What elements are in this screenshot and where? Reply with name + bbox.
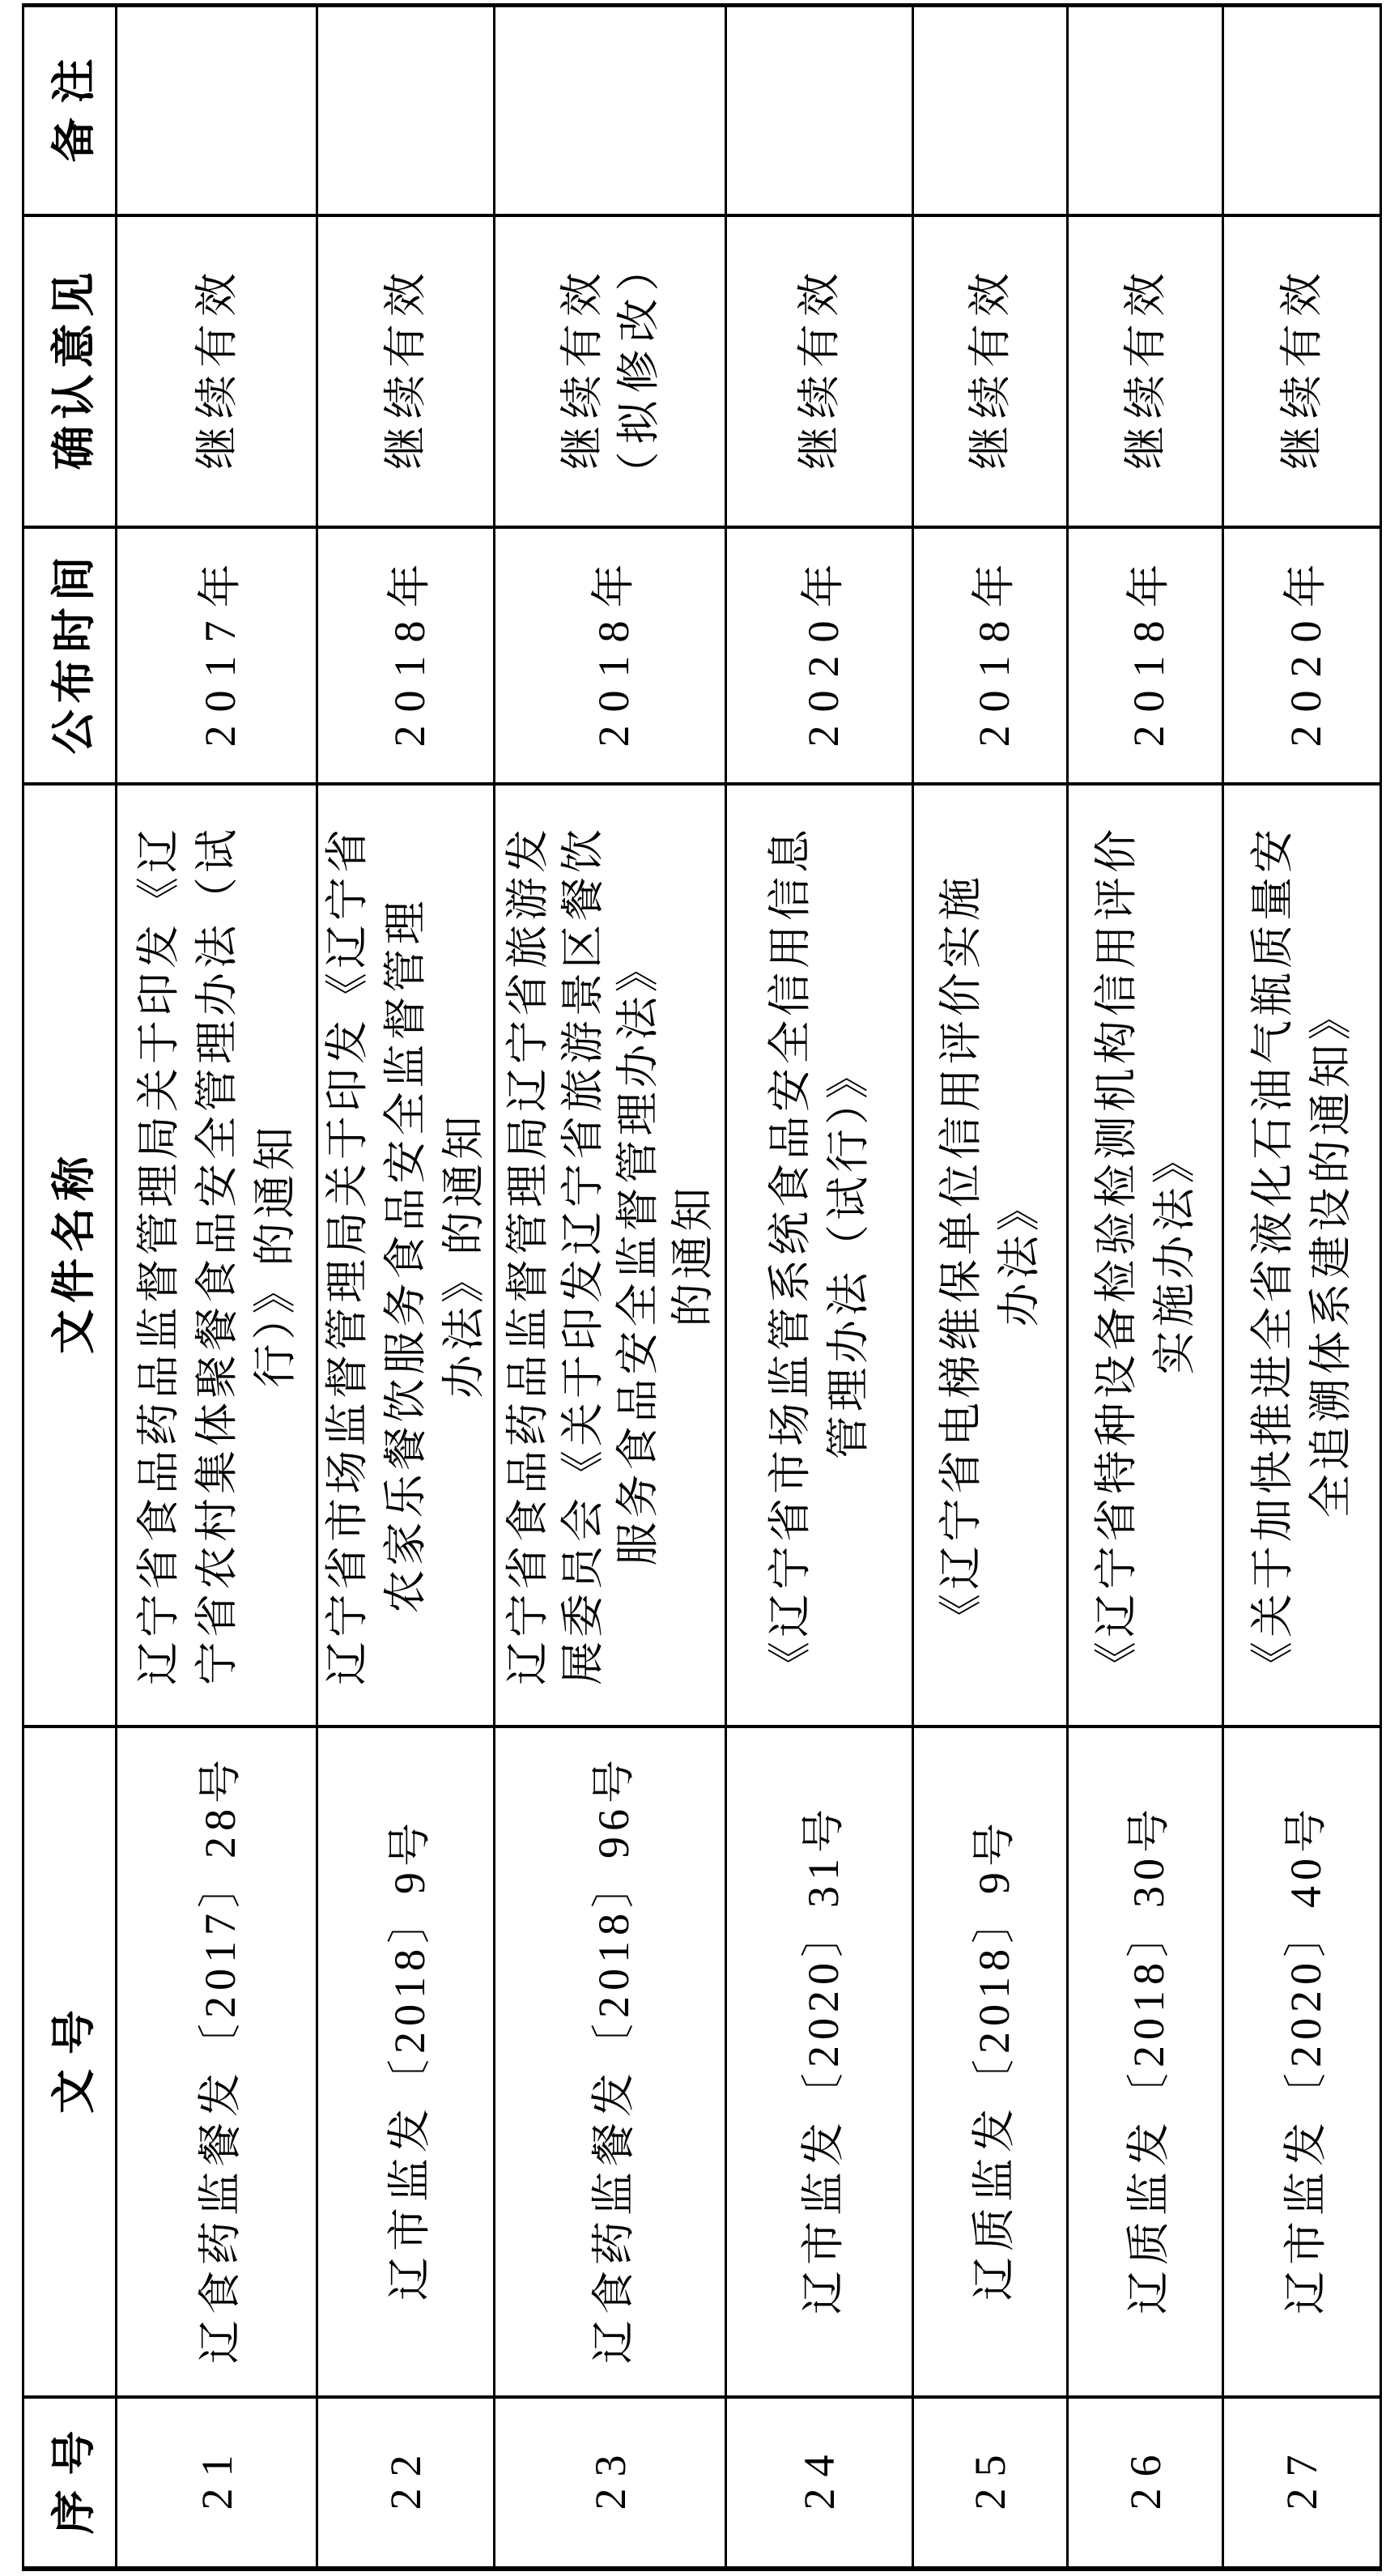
publish-time: 2017年 <box>196 551 244 747</box>
header-publish-time <box>24 529 115 782</box>
cell-26-index <box>1069 2399 1222 2566</box>
file-name-line: 展委员会《关于印发辽宁省旅游景区餐饮 <box>558 825 607 1685</box>
cell-26-remark <box>1069 7 1222 214</box>
cell-24-publish-time <box>727 529 912 782</box>
doc-number: 辽食药监餐发〔2018〕96号 <box>589 1754 638 2364</box>
cell-23-remark <box>495 7 725 214</box>
publish-time: 2018年 <box>385 551 434 747</box>
cell-25-doc-no <box>914 1728 1066 2395</box>
cell-21-doc-no <box>117 1728 316 2395</box>
header-file-name <box>24 786 115 1725</box>
file-name-line: 《关于加快推进全省液化石油气瓶质量安 <box>1248 825 1297 1685</box>
publish-time: 2020年 <box>798 551 848 747</box>
file-name-line: 办法》的通知 <box>440 1112 488 1399</box>
file-name-line: 的通知 <box>668 1183 717 1327</box>
doc-number: 辽食药监餐发〔2017〕28号 <box>196 1754 244 2364</box>
doc-number: 辽市监发〔2020〕31号 <box>798 1803 848 2314</box>
cell-21-index <box>117 2399 316 2566</box>
file-name-line: 办法》 <box>995 1183 1044 1327</box>
file-name-line: 《辽宁省市场监管系统食品安全信用信息 <box>766 825 814 1685</box>
cell-24-index <box>727 2399 912 2566</box>
cell-25-publish-time <box>914 529 1066 782</box>
cell-22-publish-time <box>318 529 493 782</box>
cell-26-publish-time <box>1069 529 1222 782</box>
header-confirm-opinion <box>24 217 115 526</box>
confirm-opinion-note: （拟修改） <box>614 240 663 496</box>
header-remark <box>24 7 115 214</box>
cell-23-file-name <box>495 786 725 1725</box>
file-name-line: 管理办法（试行）》 <box>824 1051 873 1459</box>
cell-21-publish-time <box>117 529 316 782</box>
row-index: 23 <box>585 2443 635 2510</box>
publish-time: 2018年 <box>1125 551 1173 747</box>
publish-time: 2020年 <box>1281 551 1330 747</box>
doc-number: 辽市监发〔2018〕9号 <box>385 1817 434 2301</box>
cell-25-file-name <box>914 786 1066 1725</box>
cell-26-confirm <box>1069 217 1222 526</box>
header-doc-no <box>24 1728 115 2395</box>
file-name-line: 农家乐餐饮服务食品安全监督管理 <box>381 896 430 1614</box>
file-name-line: 宁省农村集体聚餐食品安全管理办法（试 <box>192 825 241 1685</box>
row-index: 24 <box>795 2443 844 2510</box>
publish-time: 2018年 <box>589 551 638 747</box>
cell-22-file-name <box>318 786 493 1725</box>
cell-23-publish-time <box>495 529 725 782</box>
cell-22-doc-no <box>318 1728 493 2395</box>
confirm-opinion: 继续有效 <box>192 266 241 470</box>
cell-23-confirm <box>495 217 725 526</box>
doc-number: 辽质监发〔2018〕9号 <box>969 1817 1018 2301</box>
cell-23-index <box>495 2399 725 2566</box>
cell-27-index <box>1224 2399 1380 2566</box>
row-index: 25 <box>966 2443 1014 2510</box>
cell-22-remark <box>318 7 493 214</box>
row-index: 21 <box>192 2443 241 2510</box>
header-remark-label: 备注 <box>49 44 99 163</box>
header-doc-no-label: 文号 <box>49 1995 99 2114</box>
confirm-opinion: 继续有效 <box>966 266 1014 470</box>
cell-21-confirm <box>117 217 316 526</box>
file-name-line: 《辽宁省特种设备检验检测机构信用评价 <box>1091 825 1141 1685</box>
file-name-line: 服务食品安全监督管理办法》 <box>613 944 662 1566</box>
cell-27-file-name <box>1224 786 1380 1725</box>
cell-24-doc-no <box>727 1728 912 2395</box>
cell-25-index <box>914 2399 1066 2566</box>
cell-22-confirm <box>318 217 493 526</box>
doc-number: 辽市监发〔2020〕40号 <box>1281 1803 1330 2314</box>
cell-27-remark <box>1224 7 1380 214</box>
confirm-opinion: 继续有效 <box>1278 266 1326 470</box>
file-name-line: 辽宁省食品药品监督管理局关于印发《辽 <box>134 825 183 1685</box>
file-name-line: 实施办法》 <box>1150 1135 1199 1375</box>
cell-24-file-name <box>727 786 912 1725</box>
cell-21-remark <box>117 7 316 214</box>
cell-26-doc-no <box>1069 1728 1222 2395</box>
file-name-line: 《辽宁省电梯维保单位信用评价实施 <box>937 873 985 1637</box>
cell-26-file-name <box>1069 786 1222 1725</box>
confirm-opinion: 继续有效 <box>381 266 430 470</box>
confirm-opinion: 继续有效 <box>557 266 606 470</box>
header-index <box>24 2399 115 2566</box>
header-index-label: 序号 <box>49 2416 99 2535</box>
doc-number: 辽质监发〔2018〕30号 <box>1125 1803 1173 2314</box>
regulations-table <box>22 3 1382 2571</box>
header-confirm-opinion-label: 确认意见 <box>49 266 99 470</box>
cell-25-remark <box>914 7 1066 214</box>
row-index: 26 <box>1120 2443 1170 2510</box>
header-publish-time-label: 公布时间 <box>49 550 99 755</box>
confirm-opinion: 继续有效 <box>795 266 844 470</box>
file-name-line: 辽宁省食品药品监督管理局辽宁省旅游发 <box>503 825 552 1685</box>
row-index: 22 <box>381 2443 430 2510</box>
cell-21-file-name <box>117 786 316 1725</box>
cell-27-doc-no <box>1224 1728 1380 2395</box>
file-name-line: 辽宁省市场监督管理局关于印发《辽宁省 <box>323 825 372 1685</box>
cell-24-confirm <box>727 217 912 526</box>
cell-23-doc-no <box>495 1728 725 2395</box>
cell-27-publish-time <box>1224 529 1380 782</box>
cell-22-index <box>318 2399 493 2566</box>
cell-24-remark <box>727 7 912 214</box>
header-file-name-label: 文件名称 <box>49 1150 99 1355</box>
confirm-opinion: 继续有效 <box>1120 266 1170 470</box>
cell-27-confirm <box>1224 217 1380 526</box>
file-name-line: 行）》的通知 <box>250 1122 300 1388</box>
cell-25-confirm <box>914 217 1066 526</box>
publish-time: 2018年 <box>969 551 1018 747</box>
row-index: 27 <box>1278 2443 1326 2510</box>
file-name-line: 全追溯体系建设的通知》 <box>1307 992 1355 1518</box>
